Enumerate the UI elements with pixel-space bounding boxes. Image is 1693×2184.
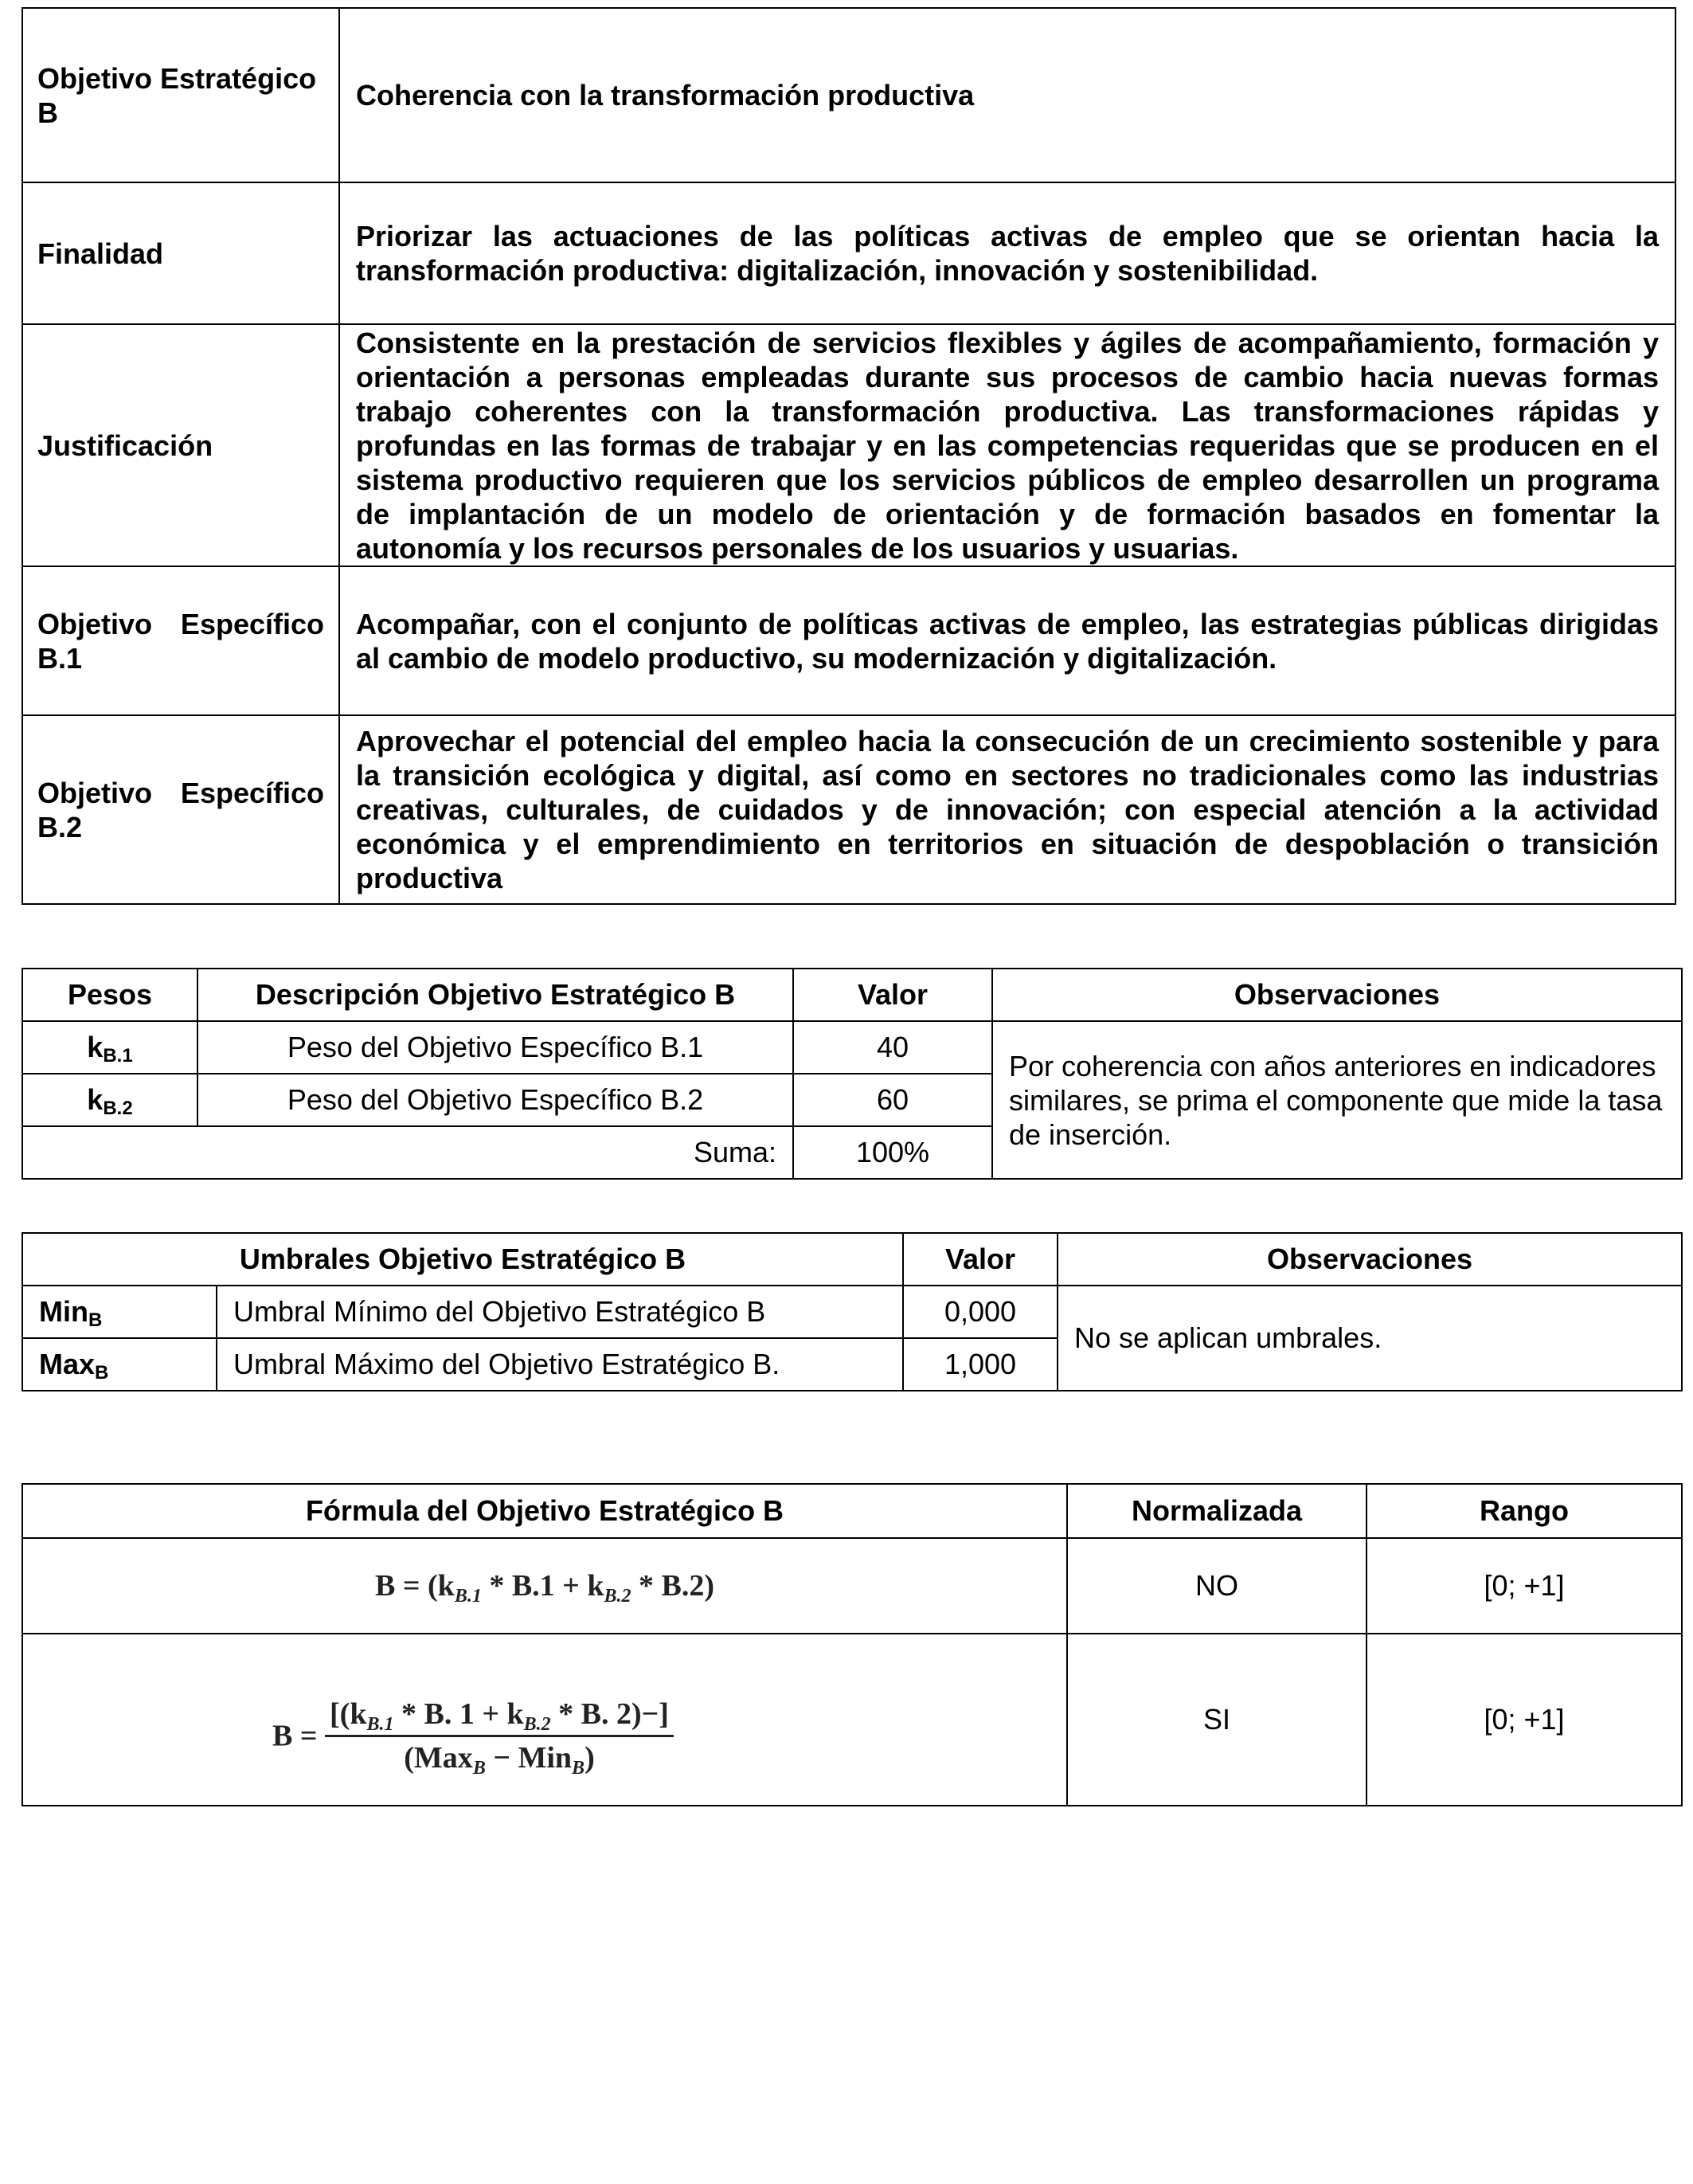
- weight-value: 60: [793, 1074, 992, 1126]
- weight-value: 40: [793, 1021, 992, 1074]
- row-value: Consistente en la prestación de servicios flexibles y ágiles de acompañamiento, formación y orientación a personas empleadas durante sus procesos de cambio hacia nuevas formas trabajo coherentes con la transformación productiva. Las transformaciones rápidas y profundas en las formas de trabajar y en las competencias requeridas que se producen en el sistema productivo requieren que los servicios públicos de empleo desarrollen un programa de implantación de un modelo de orientación y de formación basados en fomentar la autonomía y los recursos personales de los usuarios y usuarias.: [339, 324, 1675, 566]
- weights-observation: Por coherencia con años anteriores en indicadores similares, se prima el componente que mide la tasa de inserción.: [992, 1021, 1682, 1179]
- row-label: Finalidad: [22, 182, 339, 324]
- threshold-description: Umbral Máximo del Objetivo Estratégico B.: [217, 1338, 903, 1391]
- column-header: Valor: [903, 1233, 1058, 1286]
- table-row: [22, 1634, 1682, 1806]
- table-row: [22, 1021, 1682, 1074]
- weight-description: Peso del Objetivo Específico B.1: [197, 1021, 793, 1074]
- column-header: Observaciones: [1058, 1233, 1682, 1286]
- formula-normalized: B = $\frac{[(k_{B.1} * B. 1 + k_{B.2} * B. 2)-]}{(Max_B - Min_B)}$: [272, 1716, 674, 1750]
- threshold-value: 1,000: [903, 1338, 1058, 1391]
- row-label: Objetivo Específico B.1: [22, 566, 339, 715]
- column-header: Observaciones: [992, 969, 1682, 1021]
- formula-table: [22, 1483, 1683, 1806]
- thresholds-observation: No se aplican umbrales.: [1058, 1286, 1682, 1391]
- table-header-row: [22, 1233, 1682, 1286]
- threshold-symbol: Min$_B$: [22, 1286, 217, 1338]
- table-row: [22, 566, 1675, 715]
- formula-numerator: [($k_{B.1}$ * B. $1 + k_{B.2} * B$. 2)−]: [325, 1697, 674, 1737]
- column-header: Descripción Objetivo Estratégico B: [197, 969, 793, 1021]
- weight-symbol: $k_{B.2}$: [22, 1074, 197, 1126]
- row-value: Acompañar, con el conjunto de políticas activas de empleo, las estrategias públicas dirigidas al cambio de modelo productivo, su modernización y digitalización.: [339, 566, 1675, 715]
- column-header: Normalizada: [1067, 1484, 1367, 1538]
- weight-symbol: $k_{B.1}$: [22, 1021, 197, 1074]
- range-value: [0; +1]: [1367, 1538, 1682, 1634]
- row-label: Justificación: [22, 324, 339, 566]
- table-row: [22, 1286, 1682, 1338]
- row-label: Objetivo Específico B.2: [22, 715, 339, 904]
- table-row: [22, 182, 1675, 324]
- thresholds-table: [22, 1232, 1683, 1391]
- weights-table: [22, 968, 1683, 1180]
- column-header: Valor: [793, 969, 992, 1021]
- sum-label: Suma:: [22, 1126, 793, 1179]
- range-value: [0; +1]: [1367, 1634, 1682, 1806]
- table-row: [22, 1538, 1682, 1634]
- row-value: Aprovechar el potencial del empleo hacia la consecución de un crecimiento sostenible y para la transición ecológica y digital, así como en sectores no tradicionales como las industrias creativas, culturales, de cuidados y de innovación; con especial atención a la actividad económica y el emprendimiento en territorios en situación de despoblación o transición productiva: [339, 715, 1675, 904]
- weight-description: Peso del Objetivo Específico B.2: [197, 1074, 793, 1126]
- normalized-value: SI: [1067, 1634, 1367, 1806]
- formula-plain: $B = (k_{B.1} * B.1 + k_{B.2} * B.2)$: [375, 1569, 714, 1607]
- column-header: Umbrales Objetivo Estratégico B: [22, 1233, 903, 1286]
- row-value: Priorizar las actuaciones de las políticas activas de empleo que se orientan hacia la transformación productiva: digitalización, innovación y sostenibilidad.: [339, 182, 1675, 324]
- threshold-symbol: Max$_B$: [22, 1338, 217, 1391]
- table-header-row: [22, 969, 1682, 1021]
- formula-denominator: (Max$_B$ − Min$_B$): [404, 1740, 595, 1779]
- column-header: Rango: [1367, 1484, 1682, 1538]
- table-row: [22, 324, 1675, 566]
- objective-info-table: [22, 7, 1676, 905]
- formula-cell: [22, 1538, 1067, 1634]
- row-value: Coherencia con la transformación productiva: [339, 8, 1675, 182]
- sum-value: 100%: [793, 1126, 992, 1179]
- column-header: Fórmula del Objetivo Estratégico B: [22, 1484, 1067, 1538]
- column-header: Pesos: [22, 969, 197, 1021]
- table-row: [22, 715, 1675, 904]
- table-row: [22, 8, 1675, 182]
- threshold-description: Umbral Mínimo del Objetivo Estratégico B: [217, 1286, 903, 1338]
- threshold-value: 0,000: [903, 1286, 1058, 1338]
- table-header-row: [22, 1484, 1682, 1538]
- row-label: Objetivo Estratégico B: [22, 8, 339, 182]
- formula-cell: [22, 1634, 1067, 1806]
- normalized-value: NO: [1067, 1538, 1367, 1634]
